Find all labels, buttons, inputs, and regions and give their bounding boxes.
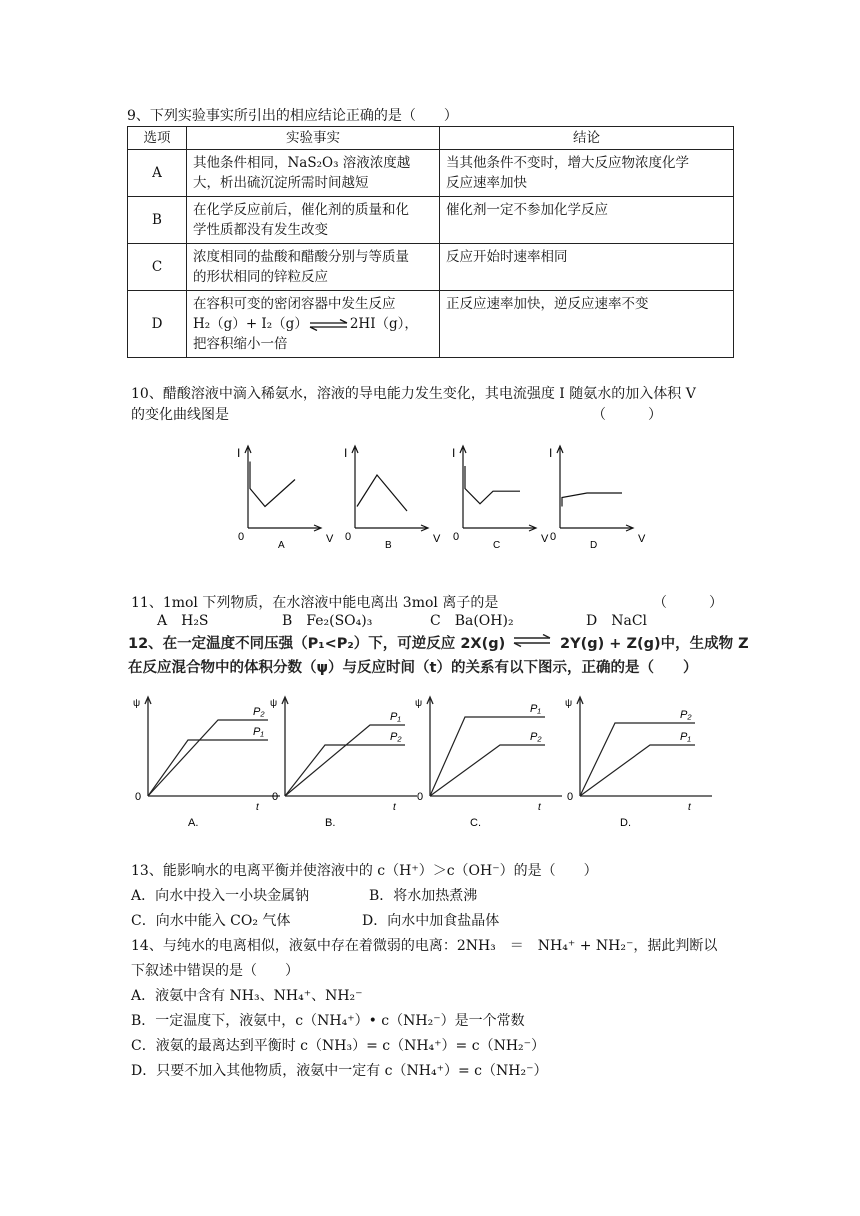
row-fact (187, 150, 440, 197)
row-option: D (128, 291, 187, 358)
y-axis-label: I (452, 446, 456, 460)
fraction-curve (148, 720, 268, 796)
graph-label: B (385, 540, 392, 551)
y-axis-label: ψ (415, 698, 423, 709)
q14-option-c: C．液氨的最离达到平衡时 c（NH₃）= c（NH₄⁺）= c（NH₂⁻） (131, 1038, 546, 1054)
fact-line: 在化学反应前后，催化剂的质量和化 (193, 202, 409, 218)
q13-option-b: B．将水加热煮沸 (369, 888, 478, 904)
graph-label: A. (188, 817, 199, 829)
graph-label: D (590, 540, 598, 551)
equation-right: 2HI（g）， (349, 316, 418, 332)
current-curve (562, 493, 622, 507)
fraction-curve (580, 745, 695, 796)
x-axis-label: t (256, 802, 259, 813)
graph-label: C. (470, 817, 481, 829)
q14-stem-line2: 下叙述中错误的是（ ） (131, 963, 299, 979)
q10-answer-paren: （ ） (592, 407, 662, 423)
fraction-curve (148, 740, 268, 796)
origin-label: 0 (345, 531, 352, 543)
fraction-curve (430, 745, 545, 796)
fact-line: 的形状相同的锌粒反应 (193, 269, 328, 285)
row-option: B (128, 197, 187, 244)
row-conclusion (440, 197, 734, 244)
fact-line: 大，析出硫沉淀所需时间越短 (193, 175, 369, 191)
current-curve (250, 462, 295, 507)
header-fact: 实验事实 (187, 127, 440, 150)
table-header-row (128, 127, 734, 150)
table-row (128, 291, 734, 358)
graph-label: A (278, 540, 285, 551)
q9-table (127, 126, 734, 358)
pressure-label: P₂ (253, 706, 265, 718)
y-axis-label: I (237, 446, 241, 460)
q11-stem: 11、1mol 下列物质，在水溶液中能电离出 3mol 离子的是 (131, 595, 499, 611)
origin-label: 0 (272, 791, 279, 803)
x-axis-label: V (433, 533, 441, 545)
x-axis-label: V (541, 533, 549, 545)
header-conclusion: 结论 (440, 127, 734, 150)
row-option: C (128, 244, 187, 291)
row-option: A (128, 150, 187, 197)
q13-option-a: A．向水中投入一小块金属钠 (131, 888, 310, 904)
y-axis-label: I (549, 446, 553, 460)
row-fact (187, 244, 440, 291)
q12-stem-line1-right: 2Y(g) + Z(g)中，生成物 Z (560, 636, 749, 652)
fact-line: 其他条件相同，NaS₂O₃ 溶液浓度越 (193, 155, 411, 171)
graph-label: D. (620, 817, 631, 829)
q11-option-c: C Ba(OH)₂ (430, 613, 514, 629)
graph-label: B. (325, 817, 336, 829)
q14-option-a: A．液氨中含有 NH₃、NH₄⁺、NH₂⁻ (131, 988, 363, 1004)
row-fact (187, 197, 440, 244)
q10-stem-line2: 的变化曲线图是 (131, 407, 229, 423)
row-conclusion (440, 150, 734, 197)
fraction-curve (285, 745, 405, 796)
equation-left: H₂（g）+ I₂（g） (193, 316, 308, 332)
q10-stem-line1: 10、醋酸溶液中滴入稀氨水，溶液的导电能力发生变化，其电流强度 I 随氨水的加入体积 V (131, 386, 696, 402)
table-row (128, 197, 734, 244)
table-row (128, 150, 734, 197)
origin-label: 0 (417, 791, 424, 803)
q14-stem-line1: 14、与纯水的电离相似，液氨中存在着微弱的电离：2NH₃ ＝ NH₄⁺ + NH₂⁻，据此判断以 (131, 938, 718, 954)
header-option: 选项 (128, 127, 187, 150)
pressure-label: P₂ (530, 731, 542, 743)
pressure-label: P₁ (530, 703, 541, 715)
equilibrium-arrows-icon (512, 634, 552, 648)
fact-line: 把容积缩小一倍 (193, 336, 288, 352)
y-axis-label: I (344, 446, 348, 460)
fact-line: 学性质都没有发生改变 (193, 222, 328, 238)
pressure-label: P₁ (680, 731, 691, 743)
fact-line: 在容积可变的密闭容器中发生反应 (193, 296, 396, 312)
q12-stem-line2: 在反应混合物中的体积分数（ψ）与反应时间（t）的关系有以下图示，正确的是（ ） (128, 660, 698, 676)
conclusion-line: 催化剂一定不参加化学反应 (446, 202, 608, 218)
current-curve (465, 466, 520, 504)
q9-stem: 9、下列实验事实所引出的相应结论正确的是（ ） (127, 108, 458, 124)
q12-graphs (120, 690, 740, 840)
y-axis-label: ψ (133, 698, 141, 709)
x-axis-label: V (638, 533, 646, 545)
equilibrium-arrows-icon (309, 319, 349, 331)
graph-label: C (493, 540, 501, 551)
y-axis-label: ψ (565, 698, 573, 709)
pressure-label: P₂ (390, 731, 402, 743)
q11-option-a: A H₂S (157, 613, 209, 629)
q13-stem: 13、能影响水的电离平衡并使溶液中的 c（H⁺）＞c（OH⁻）的是（ ） (131, 863, 598, 879)
pressure-label: P₂ (680, 709, 692, 721)
conclusion-line: 反应速率加快 (446, 175, 527, 191)
q13-option-d: D．向水中加食盐晶体 (362, 913, 500, 929)
row-fact (187, 291, 440, 358)
fraction-curve (580, 723, 695, 796)
x-axis-label: t (393, 802, 396, 813)
q11-option-b: B Fe₂(SO₄)₃ (282, 613, 373, 629)
row-conclusion (440, 291, 734, 358)
q12-stem-line1: 12、在一定温度不同压强（P₁<P₂）下，可逆反应 2X(g) (128, 636, 506, 652)
q13-option-c: C．向水中能入 CO₂ 气体 (131, 913, 291, 929)
conclusion-line: 当其他条件不变时，增大反应物浓度化学 (446, 155, 689, 171)
q11-answer-paren: （ ） (653, 595, 723, 611)
x-axis-label: V (326, 533, 334, 545)
fraction-curve (285, 725, 405, 796)
pressure-label: P₁ (390, 711, 401, 723)
q14-option-b: B．一定温度下，液氨中，c（NH₄⁺）• c（NH₂⁻）是一个常数 (131, 1013, 525, 1029)
q14-option-d: D．只要不加入其他物质，液氨中一定有 c（NH₄⁺）= c（NH₂⁻） (131, 1063, 548, 1079)
x-axis-label: t (538, 802, 541, 813)
origin-label: 0 (550, 531, 557, 543)
current-curve (357, 475, 407, 511)
fact-line: 浓度相同的盐酸和醋酸分别与等质量 (193, 249, 409, 265)
origin-label: 0 (135, 791, 142, 803)
origin-label: 0 (238, 531, 245, 543)
y-axis-label: ψ (270, 698, 278, 709)
q10-graphs (230, 440, 650, 555)
conclusion-line: 反应开始时速率相同 (446, 249, 568, 265)
q11-option-d: D NaCl (586, 613, 648, 629)
origin-label: 0 (453, 531, 460, 543)
table-row (128, 244, 734, 291)
x-axis-label: t (688, 802, 691, 813)
row-conclusion (440, 244, 734, 291)
conclusion-line: 正反应速率加快，逆反应速率不变 (446, 296, 649, 312)
origin-label: 0 (567, 791, 574, 803)
pressure-label: P₁ (253, 726, 264, 738)
